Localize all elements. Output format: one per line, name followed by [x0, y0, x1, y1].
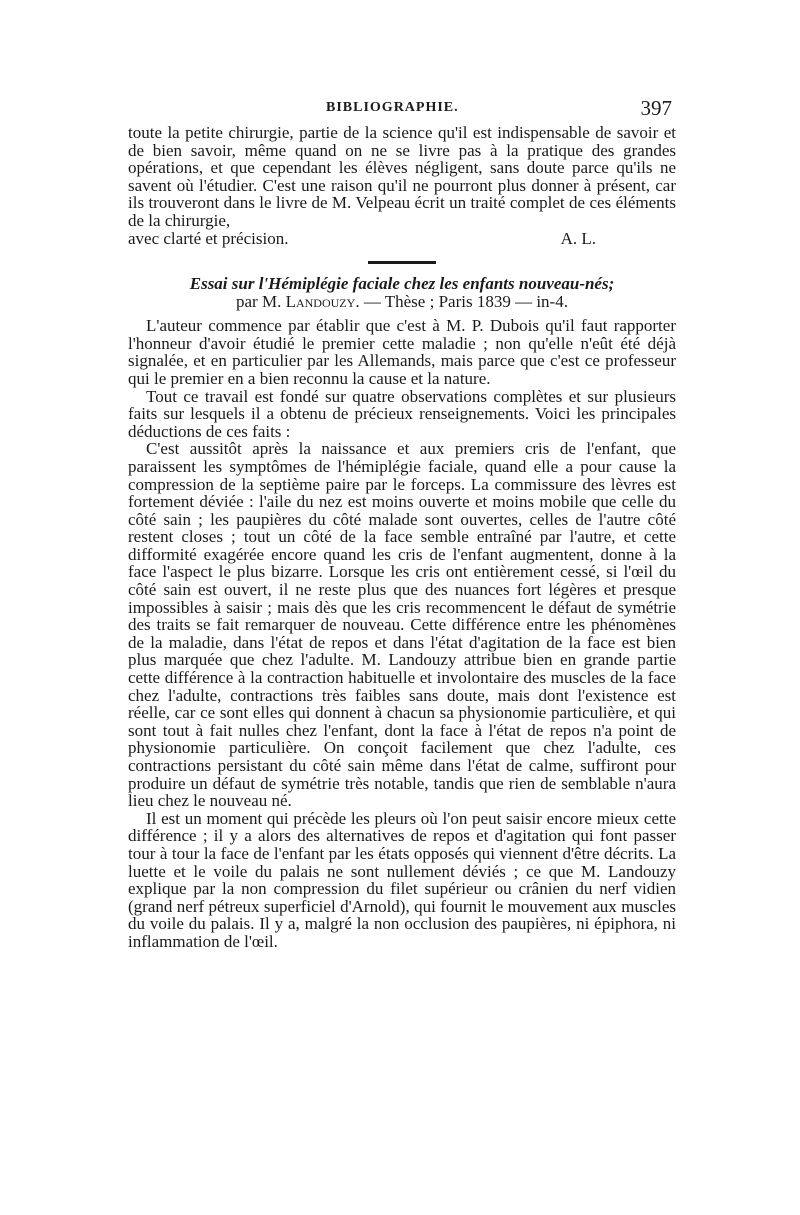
reviewer-initials: A. L.: [560, 228, 596, 248]
publication-info: . — Thèse ; Paris 1839 — in-4.: [355, 292, 568, 312]
review-paragraph: Tout ce travail est fondé sur quatre observations complètes et sur plusieurs faits sur lesquels il a obtenu de précieux renseignements. Voici les principales déductions de ces faits :: [128, 386, 676, 441]
review-paragraph: Il est un moment qui précède les pleurs où l'on peut saisir encore mieux cette différence ; il y a alors des alternatives de repos et d'agitation qui font passer tour à tour la face de l'enfant par les états opposés qui viennent d'être décrits. La luette et le voile du palais ne sont nullement déviés ; ce que M. Landouzy explique par la non compression du filet supérieur ou crânien du nerf vidien (grand nerf pétreux superficiel d'Arnold), qui fournit le mouvement aux muscles du voile du palais. Il y a, malgré la non occlusion des paupières, ni épiphora, ni inflammation de l'œil.: [128, 808, 676, 951]
review-paragraph: L'auteur commence par établir que c'est à M. P. Dubois qu'il faut rapporter l'honneur d'avoir étudié le premier cette maladie ; non qu'elle n'eût été déjà signalée, et en particulier par les Allemands, mais parce que c'est ce professeur qui le premier en a bien reconnu la cause et la nature.: [128, 316, 676, 388]
author-name: Landouzy: [285, 292, 356, 312]
previous-review-signature: [128, 230, 676, 248]
section-divider: [368, 261, 436, 264]
author-prefix: par M.: [236, 292, 286, 312]
review-heading: [128, 275, 676, 311]
running-title: BIBLIOGRAPHIE.: [326, 100, 459, 115]
previous-review-paragraph: toute la petite chirurgie, partie de la science qu'il est indispensable de savoir et de bien savoir, même quand on ne se livre pas à la pratique des grandes opérations, et que cependant les élèves négligent, sans doute parce qu'ils ne savent où l'étudier. C'est une raison qu'il ne pourront plus donner à présent, car ils trouveront dans le livre de M. Velpeau écrit un traité complet de ces éléments de la chirurgie,: [128, 123, 676, 230]
work-title: Essai sur l'Hémiplégie faciale chez les enfants nouveau-nés;: [189, 274, 615, 294]
book-page: [128, 98, 676, 951]
page-number: 397: [640, 96, 672, 120]
page-header: [128, 98, 676, 124]
previous-review-last-line: avec clarté et précision.: [128, 228, 289, 248]
review-paragraph: C'est aussitôt après la naissance et aux premiers cris de l'enfant, que paraissent les symptômes de l'hémiplégie faciale, quand elle a pour cause la compression de la septième paire par le forceps. La commissure des lèvres est fortement déviée : l'aile du nez est moins ouverte et moins mobile que celle du côté sain ; les paupières du côté malade sont ouvertes, celles de l'autre côté restent closes ; tout un côté de la face semble entraîné par l'autre, et cette difformité exagérée encore quand les cris de l'enfant augmentent, donne à la face l'aspect le plus bizarre. Lorsque les cris ont entièrement cessé, si l'œil du côté sain est ouvert, il ne reste plus que des nuances fort légères et presque impossibles à saisir ; mais dès que les cris recommencent le défaut de symétrie des traits se fait remarquer de nouveau. Cette différence entre les phénomènes de la maladie, dans l'état de repos et dans l'état d'agitation de la face est bien plus marquée que chez l'adulte. M. Landouzy attribue bien en grande partie cette différence à la contraction habituelle et involontaire des muscles de la face chez l'adulte, contractions très faibles sans doute, mais dont l'existence est réelle, car ce sont elles qui donnent à chacun sa physionomie particulière, et qui sont tout à fait nulles chez l'enfant, dont la face à l'état de repos n'a point de physionomie particulière. On conçoit facilement que chez l'adulte, ces contractions persistant du côté sain même dans l'état de calme, suffiront pour produire un défaut de symétrie très notable, tandis que rien de semblable n'aura lieu chez le nouveau né.: [128, 439, 676, 811]
